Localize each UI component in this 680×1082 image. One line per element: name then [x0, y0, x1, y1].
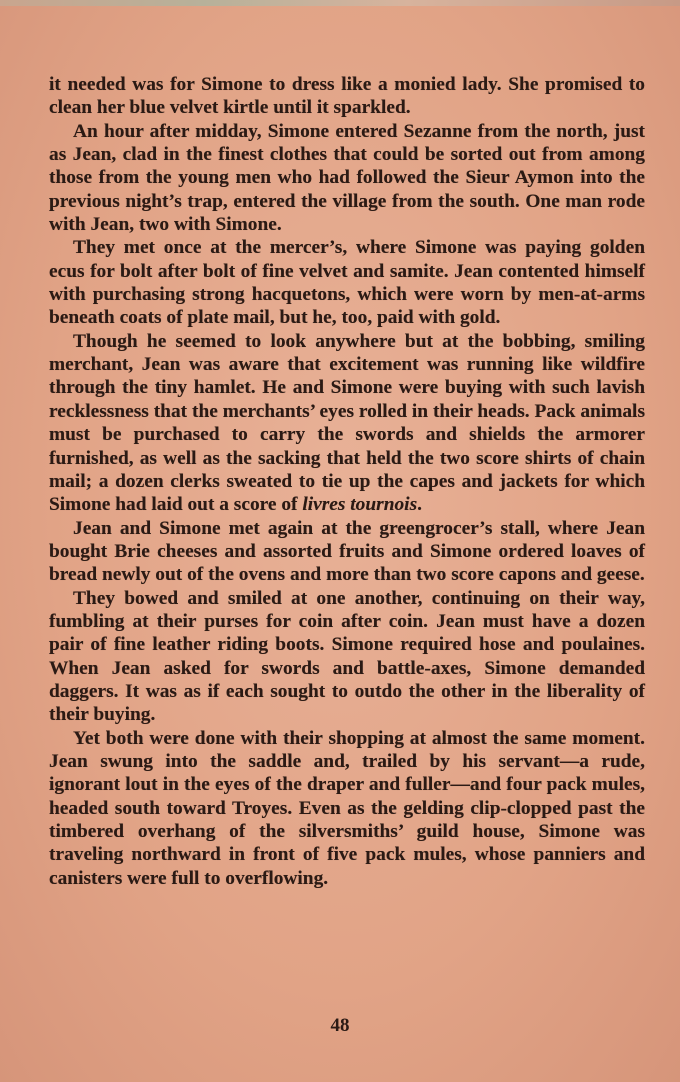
page-number: 48 — [330, 1015, 350, 1036]
page-top-edge — [0, 0, 680, 6]
paragraph-4 — [49, 330, 645, 517]
paragraph-6: They bowed and smiled at one another, continuing on their way, fumbling at their purses for coin after coin. Jean must have a dozen pair of fine leather riding boots. Simone required hose and poulaines. When Jean asked for swords and battle-axes, Simone demanded daggers. It was as if each sought to outdo the other in the liberality of their buying. — [49, 587, 645, 726]
paragraph-1: it needed was for Simone to dress like a monied lady. She promised to clean her blue velvet kirtle until it sparkled. — [49, 74, 645, 119]
paragraph-4-end: . — [417, 494, 422, 516]
paragraph-4-text: Though he seemed to look anywhere but at the bobbing, smiling merchant, Jean was aware that excitement was running like wildfire through the tiny hamlet. He and Simone were buying with such lavish recklessness that the merchants’ eyes rolled in their heads. Pack animals must be purchased to carry the swords and shields the armorer furnished, as well as the sacking that held the two score shirts of chain mail; a dozen clerks sweated to tie up the capes and jackets for which Simone had laid out a score of — [49, 330, 645, 516]
paragraph-3: They met once at the mercer’s, where Simone was paying golden ecus for bolt after bolt of fine velvet and samite. Jean contented himself with purchasing strong hacquetons, which were worn by men-at-arms beneath coats of plate mail, but he, too, paid with gold. — [49, 237, 645, 329]
paragraph-7: Yet both were done with their shopping at almost the same moment. Jean swung into the saddle and, trailed by his servant—a rude, ignorant lout in the eyes of the draper and fuller—and four pack mules, headed south toward Troyes. Even as the gelding clip-clopped past the timbered overhang of the silversmiths’ guild house, Simone was traveling northward in front of five pack mules, whose panniers and canisters were full to overflowing. — [49, 727, 645, 889]
book-page-text — [49, 73, 645, 890]
paragraph-2: An hour after midday, Simone entered Sezanne from the north, just as Jean, clad in the finest clothes that could be sorted out from among those from the young men who had followed the Sieur Aymon into the previous night’s trap, entered the village from the south. One man rode with Jean, two with Simone. — [49, 120, 645, 236]
paragraph-4-italic-term: livres tournois — [302, 494, 418, 516]
paragraph-5: Jean and Simone met again at the greengrocer’s stall, where Jean bought Brie cheeses and assorted fruits and Simone ordered loaves of bread newly out of the ovens and more than two score capons and geese. — [49, 517, 645, 586]
